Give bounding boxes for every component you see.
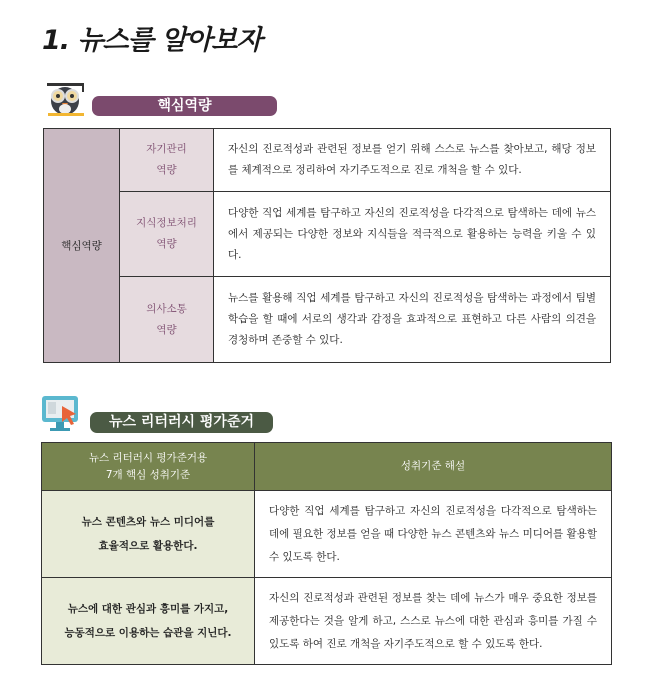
page-title: 1. 뉴스를 알아보자: [42, 25, 262, 56]
table-header-row: [42, 443, 612, 491]
computer-cursor-icon: [40, 394, 82, 434]
column-header: 뉴스 리터러시 평가준거용 7개 핵심 성취기준: [42, 443, 255, 491]
core-competency-table: [43, 128, 611, 363]
table-row: [42, 578, 612, 665]
section-heading-news-literacy: 뉴스 리터러시 평가준거: [90, 412, 273, 433]
competency-name: 자기관리 역량: [120, 129, 214, 192]
standard-cell: 뉴스 콘텐츠와 뉴스 미디어를 효율적으로 활용한다.: [42, 491, 255, 578]
competency-desc: 자신의 진로적성과 관련된 정보를 얻기 위해 스스로 뉴스를 찾아보고, 해당 정보를 체계적으로 정리하여 자기주도적으로 진로 개척을 할 수 있다.: [214, 129, 611, 192]
table-row: [44, 129, 611, 192]
owl-graduate-icon: [46, 83, 86, 117]
competency-name: 의사소통 역량: [120, 277, 214, 363]
competency-desc: 뉴스를 활용해 직업 세계를 탐구하고 자신의 진로적성을 탐색하는 과정에서 팀별 학습을 할 때에 서로의 생각과 감정을 효과적으로 표현하고 다른 사람의 의견을 경청하며 존중할 수 있다.: [214, 277, 611, 363]
column-header: 성취기준 해설: [255, 443, 612, 491]
competency-name: 지식정보처리 역량: [120, 192, 214, 277]
news-literacy-table: [41, 442, 612, 665]
section-heading-core-competency: 핵심역량: [92, 96, 277, 116]
explanation-cell: 다양한 직업 세계를 탐구하고 자신의 진로적성을 다각적으로 탐색하는 데에 필요한 정보를 얻을 때 다양한 뉴스 콘텐츠와 뉴스 미디어를 활용할 수 있도록 한다.: [255, 491, 612, 578]
table-row: [42, 491, 612, 578]
competency-desc: 다양한 직업 세계를 탐구하고 자신의 진로적성을 다각적으로 탐색하는 데에 뉴스에서 제공되는 다양한 정보와 지식들을 적극적으로 활용하는 능력을 키울 수 있다.: [214, 192, 611, 277]
row-header: 핵심역량: [44, 129, 120, 363]
table-row: [44, 277, 611, 363]
explanation-cell: 자신의 진로적성과 관련된 정보를 찾는 데에 뉴스가 매우 중요한 정보를 제공한다는 것을 알게 하고, 스스로 뉴스에 대한 관심과 흥미를 가질 수 있도록 하여 진로 개척을 자기주도적으로 할 수 있도록 한다.: [255, 578, 612, 665]
standard-cell: 뉴스에 대한 관심과 흥미를 가지고, 능동적으로 이용하는 습관을 지닌다.: [42, 578, 255, 665]
table-row: [44, 192, 611, 277]
